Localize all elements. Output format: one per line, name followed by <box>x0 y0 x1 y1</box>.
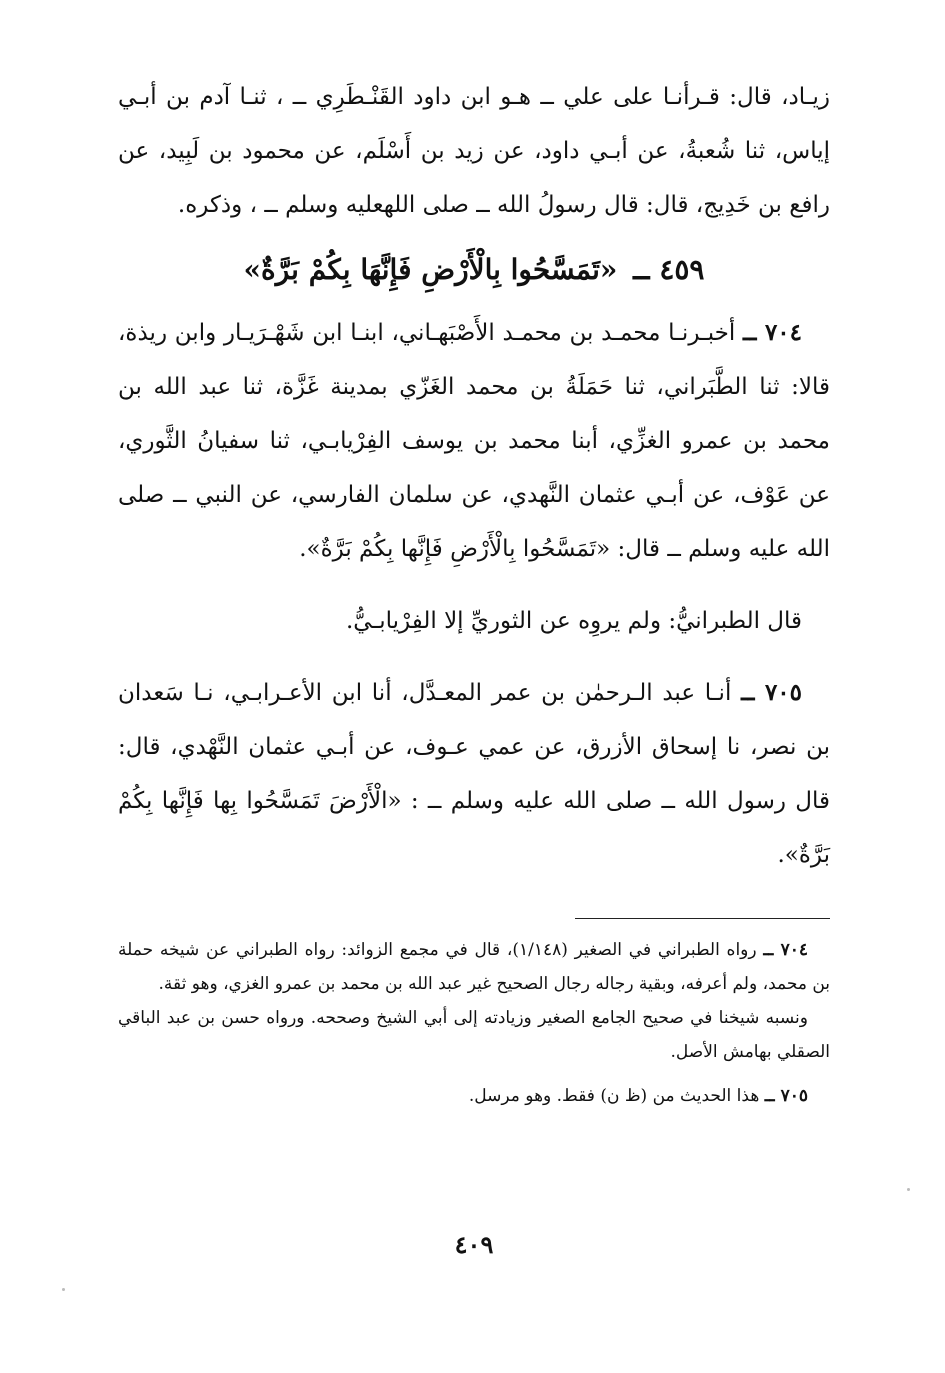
page-number: ٤٠٩ <box>454 1230 494 1259</box>
scan-speck <box>62 1288 65 1291</box>
paragraph-705-text: أنـا عبد الـرحمٰن بن عمر المعـدَّل، أنا ابن الأعـرابـي، نـا سَعدان بن نصر، نا إسحاق الأزرق، عن عمي عـوف، عن أبـي عثمان النَّهْدي، قال: قال رسول الله ــ صلى الله عليه وسلم ــ : «الْأَرْضَ تَمَسَّحُوا بِها فَإِنَّها بِكُمْ بَرَّةٌ». <box>118 680 830 868</box>
paragraph-704-number: ٧٠٤ ــ <box>743 319 802 346</box>
footnote-705-text: هذا الحديث من (ظ ن) فقط. وهو مرسل. <box>468 1086 760 1106</box>
footnote-704-addendum: ونسبه شيخنا في صحيح الجامع الصغير وزيادته إلى أبي الشيخ وصححه. ورواه حسن بن عبد الباقي الصقلي بهامش الأصل. <box>118 1008 830 1062</box>
footnote-704 <box>118 933 830 1001</box>
footnote-705-number: ٧٠٥ ــ <box>764 1086 808 1106</box>
hadith-heading-text: «تَمَسَّحُوا بِالْأَرْضِ فَإِنَّهَا بِكُمْ بَرَّةٌ» <box>243 253 618 286</box>
footnote-704-text: رواه الطبراني في الصغير (١/١٤٨)، قال في مجمع الزوائد: رواه الطبراني عن شيخه حملة بن محمد، ولم أعرفه، وبقية رجاله رجال الصحيح غير عبد الله بن محمد بن عمرو الغزي، وهو ثقة. <box>118 940 830 994</box>
hadith-heading-number: ٤٥٩ ــ <box>633 253 705 286</box>
footnote-divider <box>575 918 830 919</box>
footnote-704-number: ٧٠٤ ــ <box>763 940 808 960</box>
footnote-705 <box>118 1079 830 1113</box>
paragraph-continuation: زيـاد، قال: قـرأنـا على علي ــ هـو ابن داود القَنْـطَرِي ــ ، ثنـا آدم بن أبـي إياس، ثنا شُعبةُ، عن أبـي داود، عن زيد بن أَسْلَم، عن محمود بن لَبِيد، عن رافع بن خَدِيج، قال: قال رسولُ الله ــ صلى اللهعليه وسلم ــ ، وذكره. <box>118 84 830 218</box>
paragraph-tabarani-note: قال الطبرانيُّ: ولم يروِه عن الثوريِّ إلا الفِرْيابـيُّ. <box>346 608 802 634</box>
paragraph-704-text: أخبـرنـا محمـد بن محمـد الأَصْبَهـاني، ابنـا ابن شَهْـرَيـار وابن ريذة، قالا: ثنا الطَّبَراني، ثنا حَمَلَةُ بن محمد الغَزّي بمدينة غَزَّة، ثنا عبد الله بن محمد بن عمرو الغزِّي، أبنا محمد بن يوسف الفِرْيابـي، ثنا سفيانُ الثَّوري، عن عَوْف، عن أبـي عثمان النَّهدي، عن سلمان الفارسي، عن النبي ــ صلى الله عليه وسلم ــ قال: «تَمَسَّحُوا بِالْأَرْضِ فَإِنَّها بِكُمْ بَرَّةٌ». <box>118 320 830 562</box>
scan-speck <box>907 1188 910 1191</box>
paragraph-705-number: ٧٠٥ ــ <box>741 679 803 706</box>
hadith-heading <box>118 240 830 300</box>
page-content <box>118 70 830 1310</box>
paragraph-705 <box>118 666 830 882</box>
paragraph-704 <box>118 306 830 576</box>
